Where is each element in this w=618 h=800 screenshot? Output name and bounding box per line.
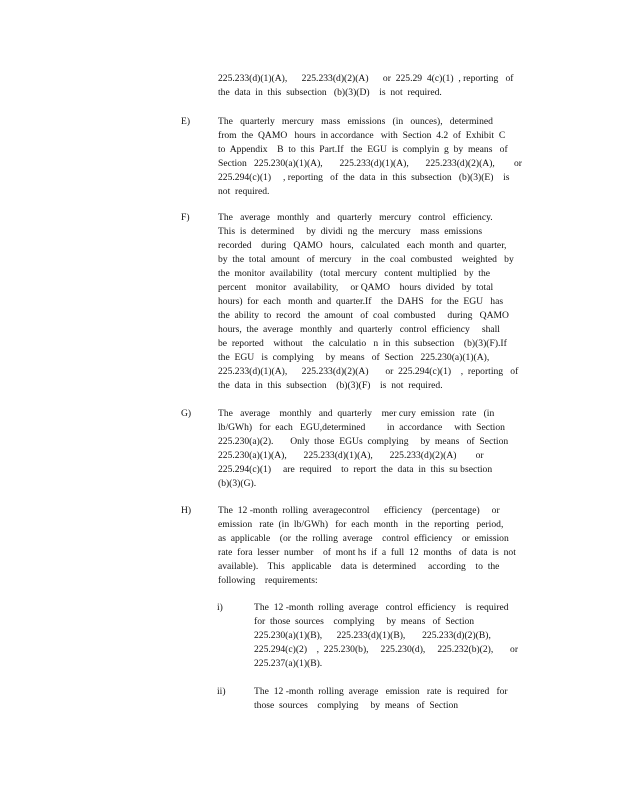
item-line: This is determined by dividi ng the mercury mass emissions [218, 226, 483, 237]
item-line: Section 225.230(a)(1)(A), 225.233(d)(1)(A), 225.233(d)(2)(A), or [218, 158, 522, 169]
subitem-line: 225.237(a)(1)(B). [254, 658, 323, 669]
item-label: E) [181, 116, 191, 127]
item-line: 225.294(c)(1) , reporting of the data in this subsection (b)(3)(E) is [218, 172, 510, 183]
item-label: H) [181, 505, 192, 516]
item-line: 225.230(a)(1)(A), 225.233(d)(1)(A), 225.233(d)(2)(A) or [218, 450, 484, 461]
item-line: 225.233(d)(1)(A), 225.233(d)(2)(A) or 225.294(c)(1) , reporting of [218, 366, 519, 377]
item-line: hours, the average monthly and quarterly control efficiency shall [218, 324, 500, 335]
item-line: percent monitor availability, or QAMO hours divided by total [218, 282, 494, 293]
subitem-label: i) [217, 602, 223, 613]
item-line: as applicable (or the rolling average control efficiency or emission [218, 533, 509, 544]
subitem-line: for those sources complying by means of Section [254, 616, 475, 627]
item-line: The average monthly and quarterly mer cury emission rate (in [218, 408, 495, 419]
item-line: recorded during QAMO hours, calculated each month and quarter, [218, 240, 507, 251]
item-line: the monitor availability (total mercury content multiplied by the [218, 268, 491, 279]
subitem-line: those sources complying by means of Section [254, 700, 459, 711]
item-line: The quarterly mercury mass emissions (in ounces), determined [218, 116, 493, 127]
item-label: G) [181, 408, 192, 419]
continuation-line: 225.233(d)(1)(A), 225.233(d)(2)(A) or 225.29 4(c)(1) , reporting of [218, 73, 514, 84]
item-line: emission rate (in lb/GWh) for each month in the reporting period, [218, 519, 504, 530]
subitem-line: 225.294(c)(2) , 225.230(b), 225.230(d), 225.232(b)(2), or [254, 644, 519, 655]
item-line: the data in this subsection (b)(3)(F) is not required. [218, 380, 443, 391]
item-line: the ability to record the amount of coal combusted during QAMO [218, 310, 509, 321]
subitem-label: ii) [217, 686, 226, 697]
item-line: available). This applicable data is determined according to the [218, 561, 500, 572]
item-line: The 12 -month rolling averagecontrol efficiency (percentage) or [218, 505, 500, 516]
item-line: 225.294(c)(1) are required to report the data in this su bsection [218, 464, 493, 475]
item-line: (b)(3)(G). [218, 478, 257, 489]
item-line: following requirements: [218, 575, 318, 586]
subitem-line: The 12 -month rolling average control efficiency is required [254, 602, 509, 613]
item-line: hours) for each month and quarter.If the DAHS for the EGU has [218, 296, 504, 307]
subitem-line: The 12 -month rolling average emission rate is required for [254, 686, 508, 697]
item-label: F) [181, 212, 190, 223]
item-line: to Appendix B to this Part.If the EGU is complyin g by means of [218, 144, 508, 155]
item-line: lb/GWh) for each EGU,determined in accordance with Section [218, 422, 505, 433]
subitem-line: 225.230(a)(1)(B), 225.233(d)(1)(B), 225.233(d)(2)(B), [254, 630, 491, 641]
item-line: The average monthly and quarterly mercury control efficiency. [218, 212, 493, 223]
item-line: rate fora lesser number of mont hs if a full 12 months of data is not [218, 547, 516, 558]
item-line: not required. [218, 186, 270, 197]
item-line: 225.230(a)(2). Only those EGUs complying by means of Section [218, 436, 509, 447]
item-line: by the total amount of mercury in the coal combusted weighted by [218, 254, 514, 265]
item-line: the EGU is complying by means of Section 225.230(a)(1)(A), [218, 352, 490, 363]
continuation-line: the data in this subsection (b)(3)(D) is not required. [218, 87, 442, 98]
item-line: from the QAMO hours in accordance with Section 4.2 of Exhibit C [218, 130, 506, 141]
item-line: be reported without the calculatio n in this subsection (b)(3)(F).If [218, 338, 507, 349]
